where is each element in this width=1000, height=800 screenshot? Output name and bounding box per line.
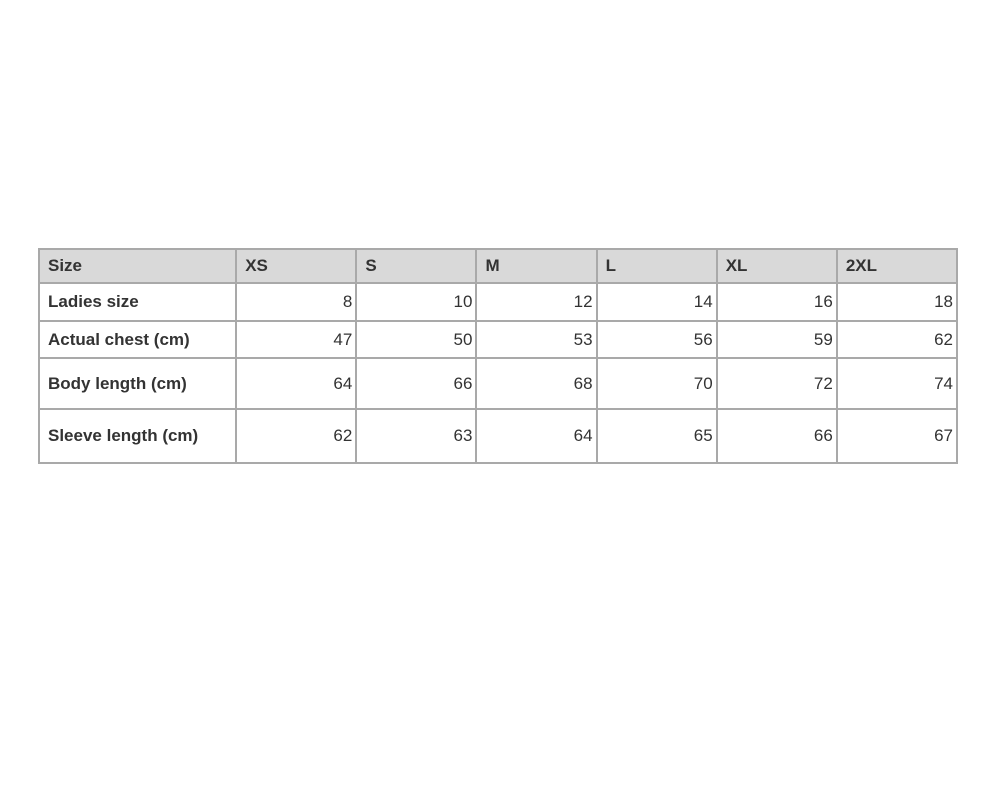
row-label-ladies-size: Ladies size	[39, 283, 236, 321]
table-cell: 64	[476, 409, 596, 463]
column-header-s: S	[356, 249, 476, 283]
table-header-row	[39, 249, 957, 283]
table-cell: 50	[356, 321, 476, 358]
table-cell: 67	[837, 409, 957, 463]
table-cell: 53	[476, 321, 596, 358]
table-cell: 68	[476, 358, 596, 409]
table-row-sleeve-length	[39, 409, 957, 463]
table-cell: 72	[717, 358, 837, 409]
table-row-actual-chest	[39, 321, 957, 358]
table-cell: 63	[356, 409, 476, 463]
table-cell: 64	[236, 358, 356, 409]
row-label-actual-chest: Actual chest (cm)	[39, 321, 236, 358]
size-chart-table	[38, 248, 958, 464]
row-label-sleeve-length: Sleeve length (cm)	[39, 409, 236, 463]
column-header-xl: XL	[717, 249, 837, 283]
table-cell: 74	[837, 358, 957, 409]
table-cell: 8	[236, 283, 356, 321]
table-cell: 70	[597, 358, 717, 409]
table-row-body-length	[39, 358, 957, 409]
table-cell: 66	[717, 409, 837, 463]
column-header-2xl: 2XL	[837, 249, 957, 283]
column-header-xs: XS	[236, 249, 356, 283]
row-label-body-length: Body length (cm)	[39, 358, 236, 409]
table-cell: 59	[717, 321, 837, 358]
table-cell: 62	[837, 321, 957, 358]
table-cell: 12	[476, 283, 596, 321]
table-cell: 10	[356, 283, 476, 321]
table-cell: 14	[597, 283, 717, 321]
table-cell: 47	[236, 321, 356, 358]
table-row-ladies-size	[39, 283, 957, 321]
column-header-m: M	[476, 249, 596, 283]
column-header-l: L	[597, 249, 717, 283]
table-cell: 56	[597, 321, 717, 358]
table-cell: 65	[597, 409, 717, 463]
table-cell: 66	[356, 358, 476, 409]
table-cell: 16	[717, 283, 837, 321]
table-cell: 18	[837, 283, 957, 321]
column-header-size: Size	[39, 249, 236, 283]
table-cell: 62	[236, 409, 356, 463]
